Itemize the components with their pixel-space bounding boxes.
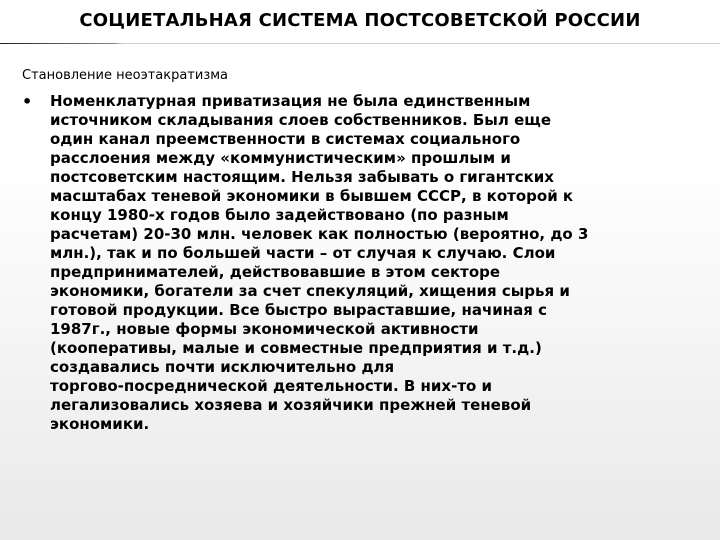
slide-subtitle: Становление неоэтакратизма (22, 68, 229, 83)
bullet-text-line: создавались почти исключительно для (50, 358, 395, 376)
bullet-text-line: экономики. (50, 415, 150, 433)
bullet-text-line: млн.), так и по большей части – от случая к случаю. Слои (50, 244, 556, 262)
bullet-text-line: легализовались хозяева и хозяйчики прежней теневой (50, 396, 532, 414)
bullet-text-line: один канал преемственности в системах социального (50, 130, 521, 148)
bullet-text-line: экономики, богатели за счет спекуляций, хищения сырья и (50, 282, 570, 300)
bullet-text-line: расчетам) 20-30 млн. человек как полностью (вероятно, до 3 (50, 225, 589, 243)
bullet-marker: • (22, 92, 33, 111)
bullet-text-line: (кооперативы, малые и совместные предприятия и т.д.) (50, 339, 542, 357)
bullet-text-line: концу 1980-х годов было задействовано (по разным (50, 206, 509, 224)
bullet-text-line: торгово-посреднической деятельности. В них-то и (50, 377, 493, 395)
bullet-text-line: постсоветским настоящим. Нельзя забывать о гигантских (50, 168, 554, 186)
bullet-text-line: готовой продукции. Все быстро выраставшие, начиная с (50, 301, 547, 319)
bullet-text-line: предпринимателей, действовавшие в этом секторе (50, 263, 501, 281)
bullet-text-line: 1987г., новые формы экономической активности (50, 320, 479, 338)
bullet-text-line: расслоения между «коммунистическим» прошлым и (50, 149, 511, 167)
title-divider (0, 43, 720, 44)
bullet-text-line: масштабах теневой экономики в бывшем СССР, в которой к (50, 187, 574, 205)
bullet-text-line: Номенклатурная приватизация не была единственным (50, 92, 531, 110)
bullet-item (22, 92, 662, 434)
slide-title: СОЦИЕТАЛЬНАЯ СИСТЕМА ПОСТСОВЕТСКОЙ РОССИИ (79, 10, 641, 31)
bullet-text-line: источником складывания слоев собственников. Был еще (50, 111, 552, 129)
bullet-text (50, 92, 662, 434)
